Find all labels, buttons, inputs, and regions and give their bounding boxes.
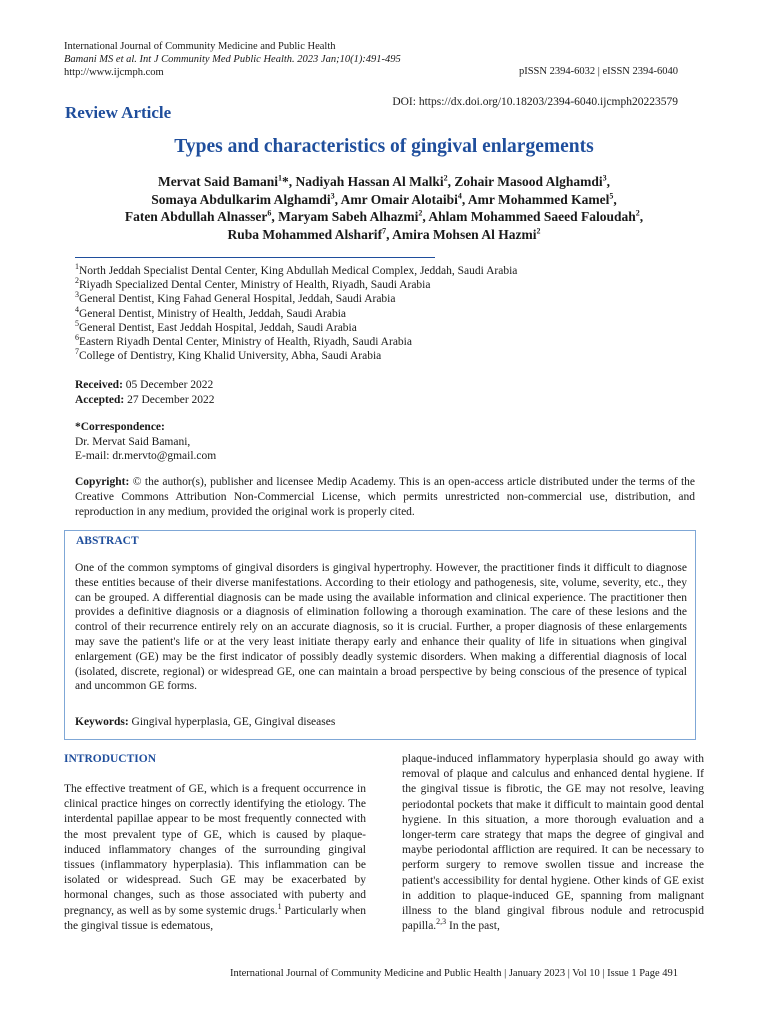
keywords xyxy=(75,716,335,728)
correspondence-label: *Correspondence: xyxy=(75,421,165,433)
copyright-label: Copyright: xyxy=(75,476,130,488)
correspondence-name: Dr. Mervat Said Bamani, xyxy=(75,435,191,448)
affiliation-item: $^4$General Dentist, Ministry of Health, Jeddah, Saudi Arabia xyxy=(75,304,346,320)
running-header xyxy=(64,40,401,79)
author-affiliation-ref: 2 xyxy=(443,173,448,183)
copyright-text: © the author(s), publisher and licensee Medip Academy. This is an open-access article distributed under the terms of the Creative Commons Attribution Non-Commercial License, which permits unrestricted non-commercial use, distribution, and reproduction in any medium, provided the original work is properly cited. xyxy=(75,476,695,518)
author-separator: , xyxy=(271,209,279,224)
author-name: Amr Mohammed Kamel xyxy=(467,191,610,207)
author-name: Ruba Mohammed Alsharif xyxy=(227,226,383,242)
affiliations xyxy=(75,264,517,363)
correspondence-email[interactable]: E-mail: dr.mervto@gmail.com xyxy=(75,450,217,462)
affiliation-item: $^3$General Dentist, King Fahad General Hospital, Jeddah, Saudi Arabia xyxy=(75,290,396,306)
author-separator: , xyxy=(386,226,393,242)
divider xyxy=(75,257,435,258)
author-affiliation-ref: 2 xyxy=(635,208,640,218)
author-name: Amr Omair Alotaibi xyxy=(340,191,458,207)
citation-ref[interactable]: 2,3 xyxy=(436,917,447,927)
copyright-notice xyxy=(75,475,695,519)
author-affiliation-ref: 3 xyxy=(330,191,335,200)
author-affiliation-ref: 2 xyxy=(418,208,423,218)
journal-url[interactable]: http://www.ijcmph.com xyxy=(64,67,164,78)
accepted-line: Accepted: 27 December 2022 xyxy=(75,393,215,406)
author-name: Maryam Sabeh Alhazmi xyxy=(278,209,419,224)
author-separator: , xyxy=(422,209,429,224)
introduction-heading: INTRODUCTION xyxy=(64,753,157,765)
article-type: Review Article xyxy=(65,103,172,122)
correspondence xyxy=(75,420,216,464)
author-affiliation-ref: 4 xyxy=(457,191,462,200)
journal-name: International Journal of Community Medicine and Public Health xyxy=(64,41,336,52)
corresponding-mark: * xyxy=(281,174,289,189)
author-name: Zohair Masood Alghamdi xyxy=(454,174,603,189)
abstract-heading: ABSTRACT xyxy=(76,535,139,547)
author-name: Mervat Said Bamani xyxy=(157,174,278,189)
author-separator: , xyxy=(288,174,296,189)
abstract-text: One of the common symptoms of gingival disorders is gingival hypertrophy. However, the practitioner finds it difficult to diagnose these entities because of their diverse manifestations. According to their etiology and pathogenesis, site, volume, severity, etc., they can be grouped. A differential diagnosis can be made using the available information and clinical experience. The practitioner then provides a definitive diagnosis or a diagnosis of elimination following a thorough examination. The care of these lesions and the control of their recurrence entirely rely on an accurate diagnosis, so it is crucial. Further, a proper diagnosis of these enlargements may save the patient's life or at the very least initiate therapy early and enhance their quality of life in situations when gingival enlargement (GE) may be the first indicator of possibly deadly systemic disorders. When making a differential diagnosis of local (isolated, discrete, regional) or widespread GE, one can maintain a broad perspective by being conscious of the presence of typical and uncommon GE forms. xyxy=(75,562,687,693)
affiliation-item: $^7$College of Dentistry, King Khalid University, Abha, Saudi Arabia xyxy=(75,347,382,363)
author-name: Somaya Abdulkarim Alghamdi xyxy=(151,191,331,207)
affiliation-item: $^5$General Dentist, East Jeddah Hospital, Jeddah, Saudi Arabia xyxy=(75,318,357,334)
article-title: Types and characteristics of gingival enlargements xyxy=(174,136,594,157)
author-separator: , xyxy=(334,191,341,207)
author-separator: , xyxy=(606,174,611,189)
author-list xyxy=(60,173,708,243)
received-line: Received: 05 December 2022 xyxy=(75,379,214,391)
intro-left-column: The effective treatment of GE, which is a frequent occurrence in clinical practice hinges on correctly identifying the etiology. The interdental papillae appear to be most frequently connected with the most prevalent type of GE, which is caused by plaque-induced inflammatory changes of the surrounding gingival tissues (inflammatory hyperplasia). This inflammation can be isolated or widespread. Such GE may be exacerbated by hormonal changes, such as those associated with puberty and pregnancy, as well as by some systemic drugs.$^1$ Particularly when the gingival tissue is edematous, xyxy=(64,783,366,932)
author-name: Nadiyah Hassan Al Malki xyxy=(295,174,444,189)
author-affiliation-ref: 7 xyxy=(382,226,387,235)
intro-right-column: plaque-induced inflammatory hyperplasia should go away with removal of plaque and calculus and enhanced dental hygiene. If the gingival tissue is fibrotic, the GE may not resolve, leaving periodontal pockets that make it difficult to maintain good dental hygiene. In this situation, a more thorough evaluation and a longer-term care strategy that maps the degree of gingival and maybe periodontal affliction are required. It can be necessary to perform surgery to remove swollen tissue and increase the patient's accessibility for dental hygiene. Other kinds of GE exist in addition to plaque-induced GE, spanning from malignant illness to the bland gingival fibrous nodule and retrocuspid papilla.$^{2,3}$ In the past, xyxy=(402,753,704,933)
author-affiliation-ref: 6 xyxy=(267,208,272,218)
dates xyxy=(75,378,215,407)
affiliation-item: $^1$North Jeddah Specialist Dental Center, King Abdullah Medical Complex, Jeddah, Saudi Arabia xyxy=(75,262,518,277)
keywords-text: Gingival hyperplasia, GE, Gingival diseases xyxy=(131,716,336,728)
author-name: Faten Abdullah Alnasser xyxy=(124,209,268,224)
author-name: Amira Mohsen Al Hazmi xyxy=(392,226,537,242)
doi-link[interactable]: DOI: https://dx.doi.org/10.18203/2394-6040.ijcmph20223579 xyxy=(392,96,678,108)
author-name: Ahlam Mohammed Saeed Faloudah xyxy=(428,209,636,224)
author-affiliation-ref: 2 xyxy=(536,226,541,235)
citation: Bamani MS et al. Int J Community Med Public Health. 2023 Jan;10(1):491-495 xyxy=(64,54,401,65)
citation-ref[interactable]: 1 xyxy=(277,901,282,911)
author-affiliation-ref: 1 xyxy=(277,173,282,183)
issn: pISSN 2394-6032 | eISSN 2394-6040 xyxy=(518,66,678,77)
keywords-label: Keywords: xyxy=(75,716,129,728)
author-separator: , xyxy=(447,174,455,189)
author-affiliation-ref: 3 xyxy=(602,173,607,183)
author-separator: , xyxy=(639,209,644,224)
author-affiliation-ref: 5 xyxy=(609,191,614,200)
author-separator: , xyxy=(613,191,617,207)
affiliation-item: $^2$Riyadh Specialized Dental Center, Ministry of Health, Riyadh, Saudi Arabia xyxy=(75,276,431,292)
page-footer: International Journal of Community Medicine and Public Health | January 2023 | Vol 10 | Issue 1 Page 491 xyxy=(229,968,678,979)
author-separator: , xyxy=(461,191,468,207)
affiliation-item: $^6$Eastern Riyadh Dental Center, Ministry of Health, Riyadh, Saudi Arabia xyxy=(75,333,412,349)
